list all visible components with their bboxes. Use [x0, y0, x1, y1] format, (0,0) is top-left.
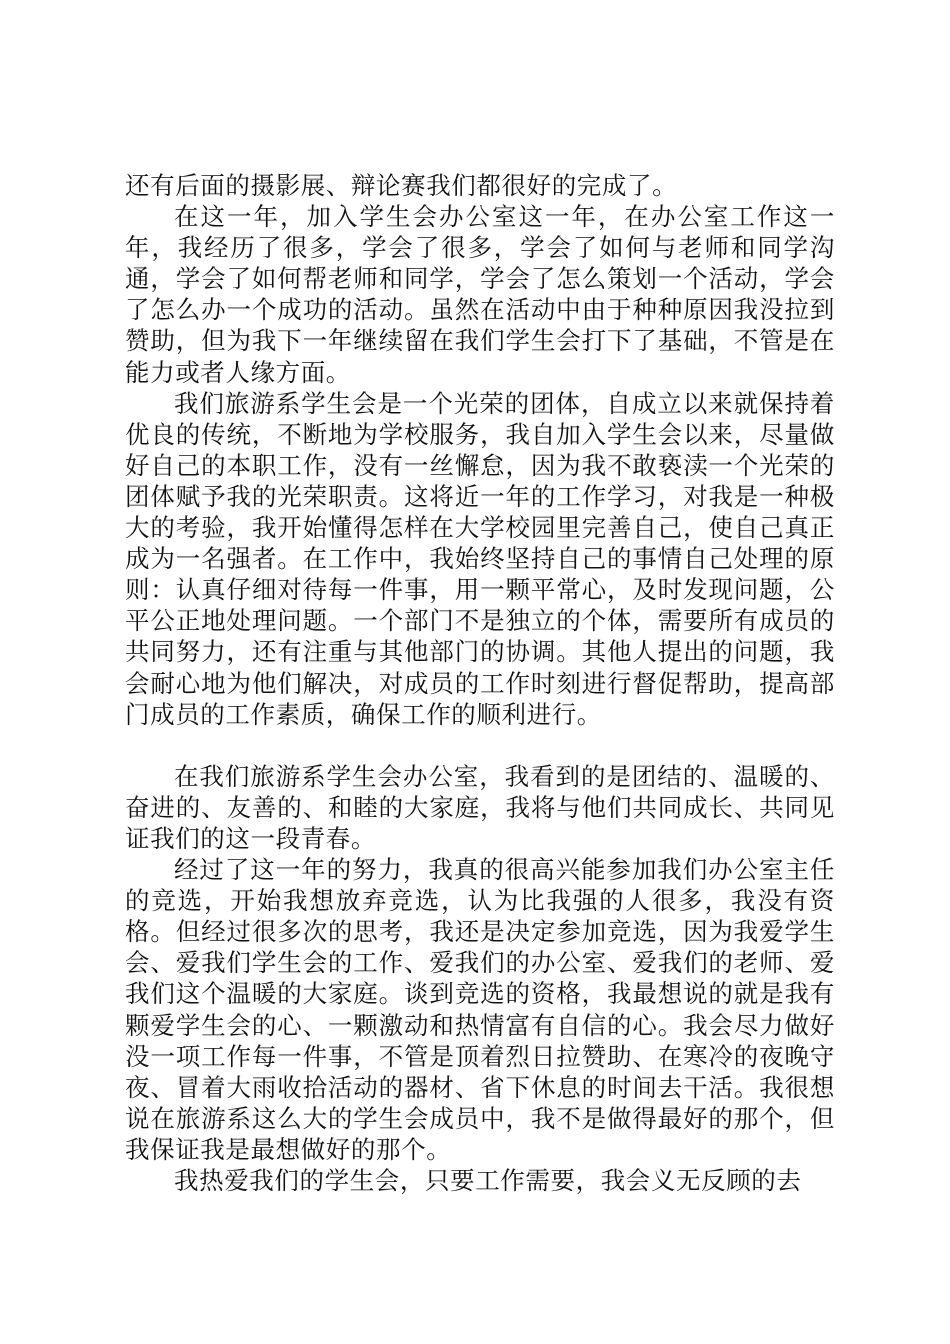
paragraph-gap [125, 730, 835, 761]
paragraph-election: 经过了这一年的努力，我真的很高兴能参加我们办公室主任的竞选，开始我想放弃竞选，认为比我强的人很多，我没有资格。但经过很多次的思考，我还是决定参加竞选，因为我爱学生会、爱我们学生会的工作、爱我们的办公室、爱我们的老师、爱我们这个温暖的大家庭。谈到竞选的资格，我最想说的就是我有颗爱学生会的心、一颗激动和热情富有自信的心。我会尽力做好没一项工作每一件事，不管是顶着烈日拉赞助、在寒冷的夜晚守夜、冒着大雨收拾活动的器材、省下休息的时间去干活。我很想说在旅游系这么大的学生会成员中，我不是做得最好的那个，但我保证我是最想做好的那个。 [125, 855, 835, 1164]
body-text [125, 170, 835, 1196]
paragraph-office-year: 在这一年，加入学生会办公室这一年，在办公室工作这一年，我经历了很多，学会了很多，学会了如何与老师和同学沟通，学会了如何帮老师和同学，学会了怎么策划一个活动，学会了怎么办一个成功的活动。虽然在活动中由于种种原因我没拉到赞助，但为我下一年继续留在我们学生会打下了基础，不管是在能力或者人缘方面。 [125, 202, 835, 387]
paragraph-tourism-union: 我们旅游系学生会是一个光荣的团体，自成立以来就保持着优良的传统，不断地为学校服务，我自加入学生会以来，尽量做好自己的本职工作，没有一丝懈怠，因为我不敢亵渎一个光荣的团体赋予我的光荣职责。这将近一年的工作学习，对我是一种极大的考验，我开始懂得怎样在大学校园里完善自己，使自己真正成为一名强者。在工作中，我始终坚持自己的事情自己处理的原则：认真仔细对待每一件事，用一颗平常心，及时发现问题，公平公正地处理问题。一个部门不是独立的个体，需要所有成员的共同努力，还有注重与其他部门的协调。其他人提出的问题，我会耐心地为他们解决，对成员的工作时刻进行督促帮助，提高部门成员的工作素质，确保工作的顺利进行。 [125, 388, 835, 729]
paragraph-continuation: 还有后面的摄影展、辩论赛我们都很好的完成了。 [125, 171, 678, 200]
paragraph-office-family: 在我们旅游系学生会办公室，我看到的是团结的、温暖的、奋进的、友善的、和睦的大家庭，我将与他们共同成长、共同见证我们的这一段青春。 [125, 761, 835, 853]
paragraph-love-union: 我热爱我们的学生会，只要工作需要，我会义无反顾的去 [174, 1166, 802, 1195]
